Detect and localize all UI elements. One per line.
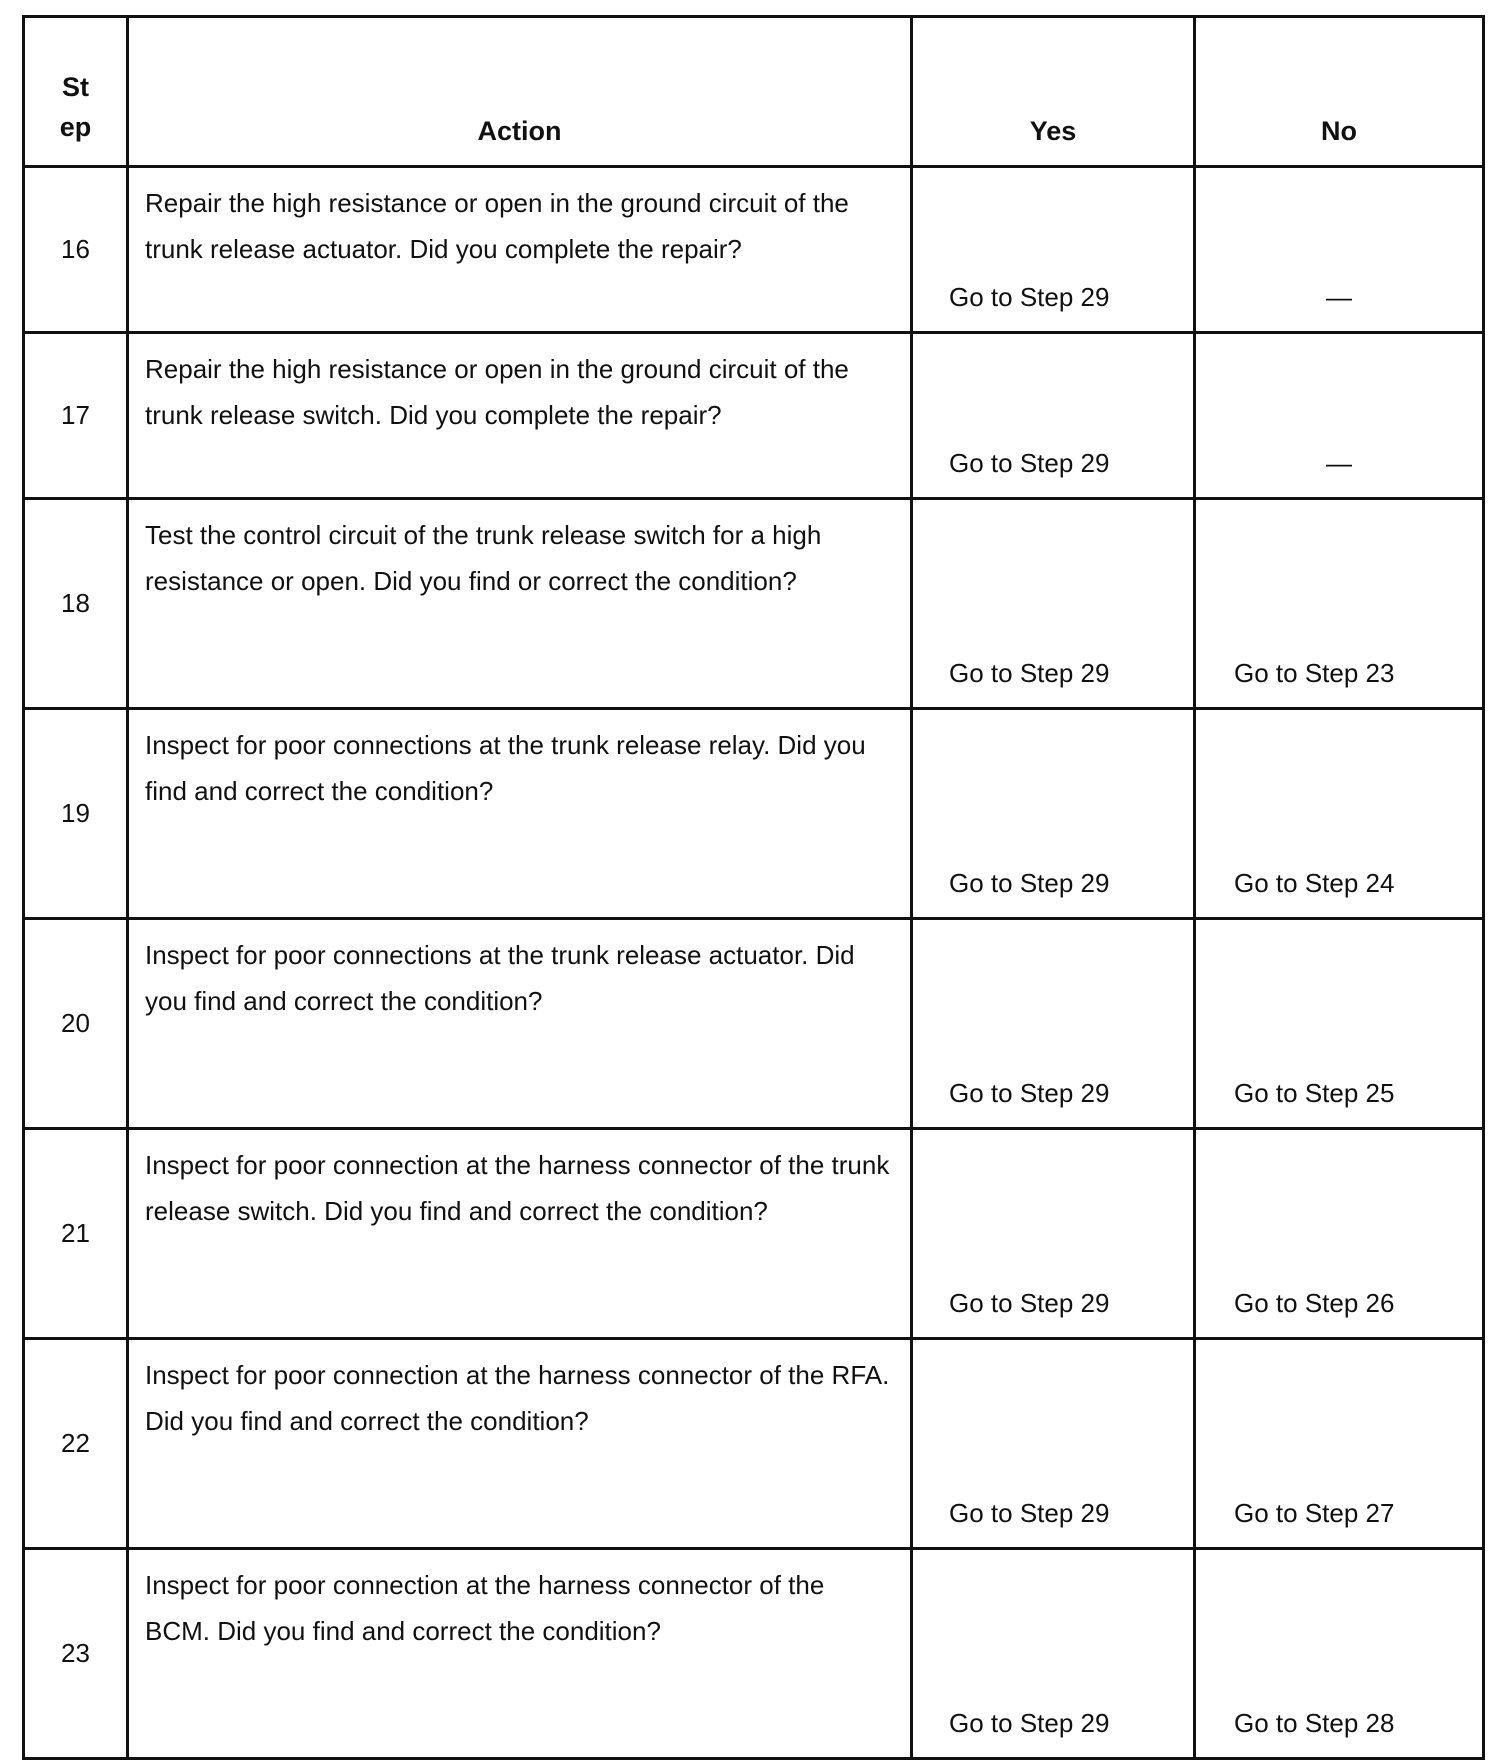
step-number: 20 xyxy=(24,919,128,1129)
yes-result: Go to Step 29 xyxy=(912,1339,1195,1549)
action-text: Inspect for poor connection at the harness connector of the trunk release switch. Did you find and correct the condition? xyxy=(128,1129,912,1339)
header-step-line1: St xyxy=(62,72,89,102)
step-number: 16 xyxy=(24,167,128,333)
yes-result: Go to Step 29 xyxy=(912,709,1195,919)
action-text: Inspect for poor connection at the harness connector of the BCM. Did you find and correct the condition? xyxy=(128,1549,912,1759)
header-yes: Yes xyxy=(912,17,1195,167)
table-row xyxy=(24,167,1484,333)
yes-result: Go to Step 29 xyxy=(912,333,1195,499)
step-number: 23 xyxy=(24,1549,128,1759)
action-text: Repair the high resistance or open in the ground circuit of the trunk release switch. Did you complete the repair? xyxy=(128,333,912,499)
no-result: Go to Step 28 xyxy=(1195,1549,1484,1759)
action-text: Test the control circuit of the trunk release switch for a high resistance or open. Did you find or correct the condition? xyxy=(128,499,912,709)
action-text: Repair the high resistance or open in the ground circuit of the trunk release actuator. Did you complete the repair? xyxy=(128,167,912,333)
no-result: Go to Step 26 xyxy=(1195,1129,1484,1339)
no-result: Go to Step 25 xyxy=(1195,919,1484,1129)
no-result: Go to Step 24 xyxy=(1195,709,1484,919)
table-row xyxy=(24,1339,1484,1549)
header-action: Action xyxy=(128,17,912,167)
action-text: Inspect for poor connection at the harness connector of the RFA. Did you find and correct the condition? xyxy=(128,1339,912,1549)
diagnostic-table xyxy=(22,15,1485,1760)
yes-result: Go to Step 29 xyxy=(912,1129,1195,1339)
header-no: No xyxy=(1195,17,1484,167)
table-row xyxy=(24,919,1484,1129)
header-row xyxy=(24,17,1484,167)
no-result: — xyxy=(1195,167,1484,333)
step-number: 18 xyxy=(24,499,128,709)
step-number: 19 xyxy=(24,709,128,919)
yes-result: Go to Step 29 xyxy=(912,919,1195,1129)
header-step-line2: ep xyxy=(59,112,92,142)
yes-result: Go to Step 29 xyxy=(912,167,1195,333)
table-row xyxy=(24,499,1484,709)
no-result: Go to Step 23 xyxy=(1195,499,1484,709)
table-row xyxy=(24,709,1484,919)
action-text: Inspect for poor connections at the trunk release actuator. Did you find and correct the condition? xyxy=(128,919,912,1129)
step-number: 21 xyxy=(24,1129,128,1339)
step-number: 17 xyxy=(24,333,128,499)
action-text: Inspect for poor connections at the trunk release relay. Did you find and correct the condition? xyxy=(128,709,912,919)
table-row xyxy=(24,1129,1484,1339)
header-step xyxy=(24,17,128,167)
step-number: 22 xyxy=(24,1339,128,1549)
table-row xyxy=(24,1549,1484,1759)
yes-result: Go to Step 29 xyxy=(912,1549,1195,1759)
no-result: — xyxy=(1195,333,1484,499)
no-result: Go to Step 27 xyxy=(1195,1339,1484,1549)
table-row xyxy=(24,333,1484,499)
yes-result: Go to Step 29 xyxy=(912,499,1195,709)
